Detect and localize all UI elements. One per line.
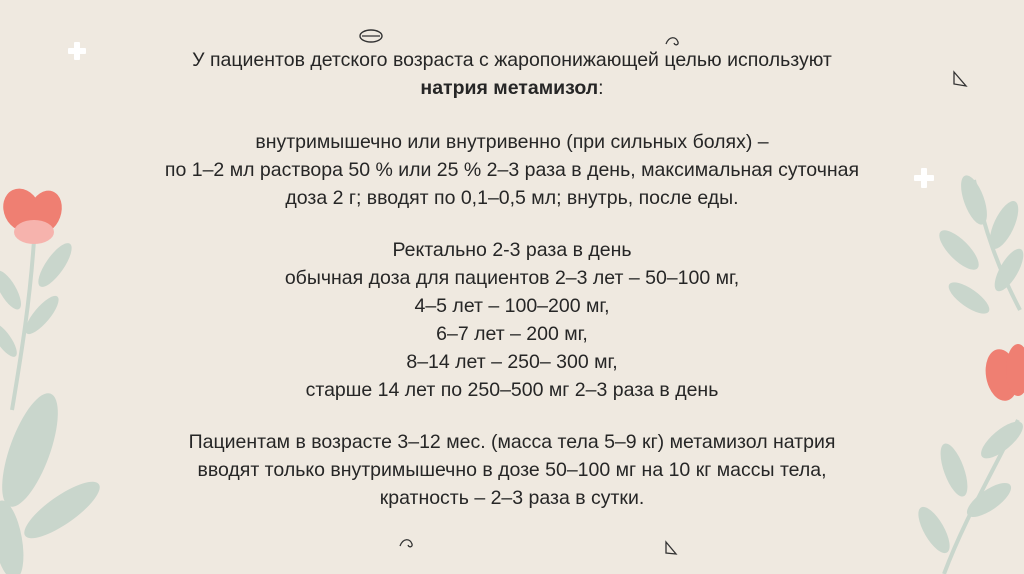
intro-line: У пациентов детского возраста с жаропонижающей целью используют [192, 49, 832, 71]
parenteral-block [40, 128, 984, 212]
drug-name-suffix: : [598, 77, 604, 99]
parenteral-line: по 1–2 мл раствора 50 % или 25 % 2–3 раза в день, максимальная суточная [164, 159, 860, 181]
parenteral-line: внутримышечно или внутривенно (при сильных болях) – [255, 131, 769, 153]
leaf-icon [0, 498, 29, 574]
rectal-line: 8–14 лет – 250– 300 мг, [406, 351, 618, 373]
rectal-line: Ректально 2-3 раза в день [392, 239, 632, 261]
rectal-line: 6–7 лет – 200 мг, [436, 323, 588, 345]
drug-name: натрия метамизол [420, 77, 599, 99]
infants-block [40, 428, 984, 512]
pill-icon [358, 28, 384, 44]
drug-name-line [40, 74, 984, 102]
triangle-icon [662, 540, 680, 558]
rectal-line: 4–5 лет – 100–200 мг, [414, 295, 610, 317]
infants-line: кратность – 2–3 раза в сутки. [379, 487, 645, 509]
rectal-line: обычная доза для пациентов 2–3 лет – 50–100 мг, [284, 267, 740, 289]
parenteral-line: доза 2 г; вводят по 0,1–0,5 мл; внутрь, после еды. [285, 187, 739, 209]
leaf-icon [0, 320, 21, 361]
squiggle-icon [398, 536, 418, 550]
leaf-icon [0, 267, 26, 313]
flower-icon [982, 344, 1024, 403]
infants-line: Пациентам в возрасте 3–12 мес. (масса тела 5–9 кг) метамизол натрия [188, 431, 836, 453]
rectal-line: старше 14 лет по 250–500 мг 2–3 раза в день [305, 379, 719, 401]
infants-line: вводят только внутримышечно в дозе 50–100 мг на 10 кг массы тела, [197, 459, 827, 481]
rectal-block [40, 236, 984, 404]
intro-block [40, 46, 984, 102]
